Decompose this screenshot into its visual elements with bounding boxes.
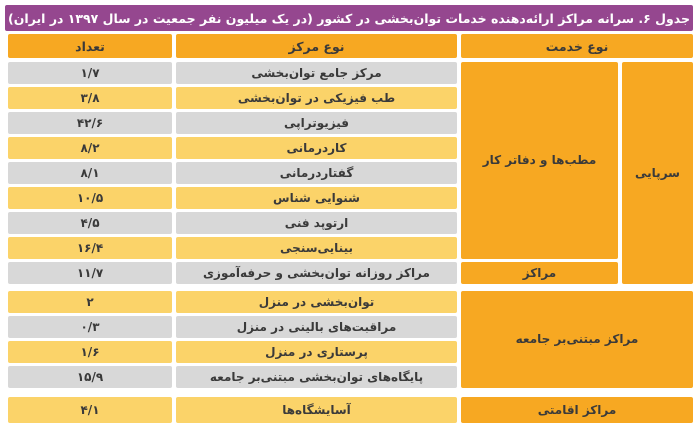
row-center-name: فیزیوتراپی [176, 112, 457, 134]
row-count: ۱۰/۵ [8, 187, 172, 209]
row-count: ۴/۱ [8, 397, 172, 423]
row-count: ۱۱/۷ [8, 262, 172, 284]
row-center-name: مراکز روزانه توان‌بخشی و حرفه‌آموزی [176, 262, 457, 284]
table-title-text: جدول ۶. سرانه مراکز ارائه‌دهنده خدمات توان‌بخشی در کشور (در یک میلیون نفر جمعیت در سال ۱۳۹۷ در ایران) [8, 10, 690, 26]
row-center-name: ارتوپد فنی [176, 212, 457, 234]
service-cell-centers: مراکز [461, 262, 618, 284]
row-count: ۱۵/۹ [8, 366, 172, 388]
row-count: ۱/۷ [8, 62, 172, 84]
row-count: ۴/۵ [8, 212, 172, 234]
row-center-name: طب فیزیکی در توان‌بخشی [176, 87, 457, 109]
header-center-type: نوع مرکز [176, 34, 457, 58]
row-center-name: بینایی‌سنجی [176, 237, 457, 259]
row-center-name: پرستاری در منزل [176, 341, 457, 363]
row-center-name: مرکز جامع توان‌بخشی [176, 62, 457, 84]
row-count: ۱/۶ [8, 341, 172, 363]
header-count: تعداد [8, 34, 172, 58]
service-cell-offices: مطب‌ها و دفاتر کار [461, 62, 618, 259]
row-center-name: کاردرمانی [176, 137, 457, 159]
row-count: ۲ [8, 291, 172, 313]
rehabilitation-services-table [5, 5, 693, 423]
row-center-name: گفتاردرمانی [176, 162, 457, 184]
row-center-name: پایگاه‌های توان‌بخشی مبتنی‌بر جامعه [176, 366, 457, 388]
row-center-name: توان‌بخشی در منزل [176, 291, 457, 313]
row-count: ۸/۲ [8, 137, 172, 159]
table-title [5, 5, 693, 31]
row-count: ۳/۸ [8, 87, 172, 109]
header-service-type: نوع خدمت [461, 34, 693, 58]
row-center-name: آسایشگاه‌ها [176, 397, 457, 423]
service-cell-outpatient: سرپایی [622, 62, 693, 284]
row-count: ۱۶/۴ [8, 237, 172, 259]
service-cell-community-based: مراکز مبتنی‌بر جامعه [461, 291, 693, 388]
row-count: ۴۲/۶ [8, 112, 172, 134]
row-center-name: شنوایی شناس [176, 187, 457, 209]
service-cell-residential: مراکز اقامتی [461, 397, 693, 423]
row-count: ۰/۳ [8, 316, 172, 338]
row-center-name: مراقبت‌های بالینی در منزل [176, 316, 457, 338]
row-count: ۸/۱ [8, 162, 172, 184]
